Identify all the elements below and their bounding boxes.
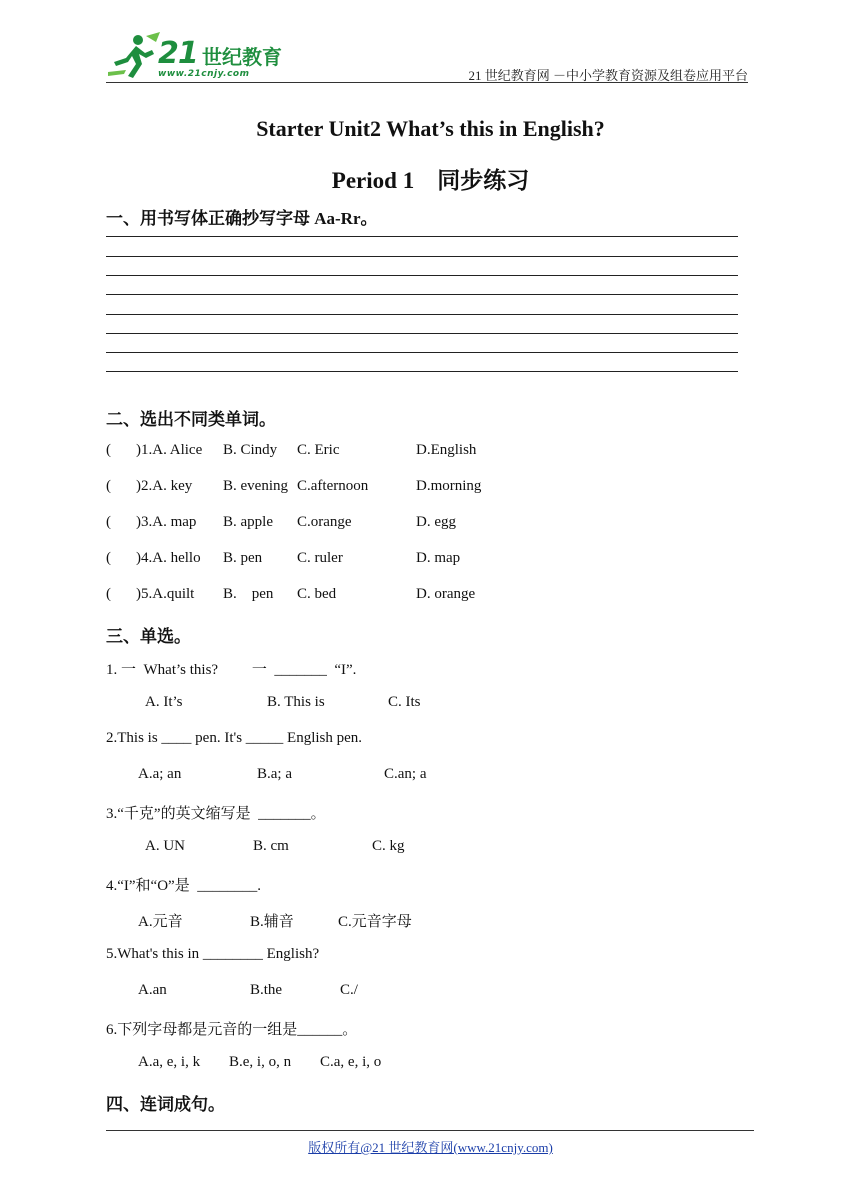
item-c: C.afternoon [297,478,369,494]
question-options [106,694,706,714]
item-d: D.English [416,442,477,458]
item-paren: ( [106,550,111,566]
logo-chinese-text: 世纪教育 [202,45,282,69]
option-a: A. It’s [145,694,183,710]
section2-heading: 二、选出不同类单词。 [106,410,276,429]
header-site-description: 21 世纪教育网 －中小学教育资源及组卷应用平台 [468,68,748,83]
writing-line [106,352,738,353]
option-a: A.a; an [138,766,182,782]
option-a: A.a, e, i, k [138,1054,201,1070]
item-d: D. orange [416,586,476,602]
option-b: B.e, i, o, n [229,1054,292,1070]
question-text: 3.“千克”的英文缩写是 _______。 [106,806,326,822]
writing-line [106,275,738,276]
option-a: A.元音 [138,914,183,930]
writing-line [106,371,738,372]
option-b: B. This is [267,694,325,710]
option-c: C./ [340,982,358,998]
item-num: )2.A. key [136,478,193,494]
option-a: A. UN [145,838,185,854]
section2-item [106,514,706,534]
item-paren: ( [106,586,111,602]
item-paren: ( [106,514,111,530]
site-logo [106,32,296,80]
option-a: A.an [138,982,167,998]
question-text: 4.“I”和“O”是 ________. [106,878,261,894]
option-c: C.元音字母 [338,914,412,930]
section2-item [106,586,706,606]
section2-item [106,442,706,462]
section2-item [106,550,706,570]
question-options [106,910,706,930]
writing-line [106,294,738,295]
section4-heading: 四、连词成句。 [106,1095,225,1114]
runner-icon [106,32,160,80]
footer-divider [106,1130,754,1131]
logo-number: 21 [158,36,198,71]
header-divider [106,82,748,83]
question-text: 2.This is ____ pen. It's _____ English pen. [106,730,363,746]
option-c: C. kg [372,838,405,854]
item-b: B. evening [223,478,288,494]
question-text: 5.What's this in ________ English? [106,946,320,962]
question-options [106,838,706,858]
option-c: C.an; a [384,766,427,782]
writing-line [106,314,738,315]
section2-item [106,478,706,498]
item-c: C. ruler [297,550,343,566]
option-b: B.a; a [257,766,292,782]
option-c: C.a, e, i, o [320,1054,382,1070]
page-title: Starter Unit2 What’s this in English? [256,116,605,141]
page-subtitle: Period 1 同步练习 [331,168,530,193]
option-b: B.辅音 [250,914,294,930]
page-header [106,32,748,84]
item-b: B. pen [223,586,274,602]
item-d: D.morning [416,478,482,494]
footer-copyright-link[interactable]: 版权所有@21 世纪教育网(www.21cnjy.com) [308,1140,553,1155]
item-paren: ( [106,442,111,458]
item-paren: ( [106,478,111,494]
section3-heading: 三、单选。 [106,627,191,646]
item-num: )3.A. map [136,514,197,530]
item-num: )1.A. Alice [136,442,203,458]
item-b: B. pen [223,550,263,566]
option-b: B.the [250,982,283,998]
option-c: C. Its [388,694,421,710]
writing-line [106,333,738,334]
item-c: C. bed [297,586,337,602]
writing-line [106,236,738,237]
question-options [106,982,706,1002]
item-b: B. Cindy [223,442,278,458]
question-text: 6.下列字母都是元音的一组是______。 [106,1022,358,1038]
writing-line [106,256,738,257]
question-options [106,766,706,786]
logo-url: www.21cnjy.com [158,69,250,79]
item-c: C. Eric [297,442,340,458]
section1-heading: 一、用书写体正确抄写字母 Aa-Rr。 [106,209,378,228]
question-text: 1. 一 What’s this? 一 _______ “I”. [106,662,357,678]
item-d: D. map [416,550,461,566]
item-num: )4.A. hello [136,550,201,566]
item-num: )5.A.quilt [136,586,195,602]
item-c: C.orange [297,514,352,530]
option-b: B. cm [253,838,289,854]
question-options [106,1054,706,1074]
item-d: D. egg [416,514,456,530]
item-b: B. apple [223,514,273,530]
